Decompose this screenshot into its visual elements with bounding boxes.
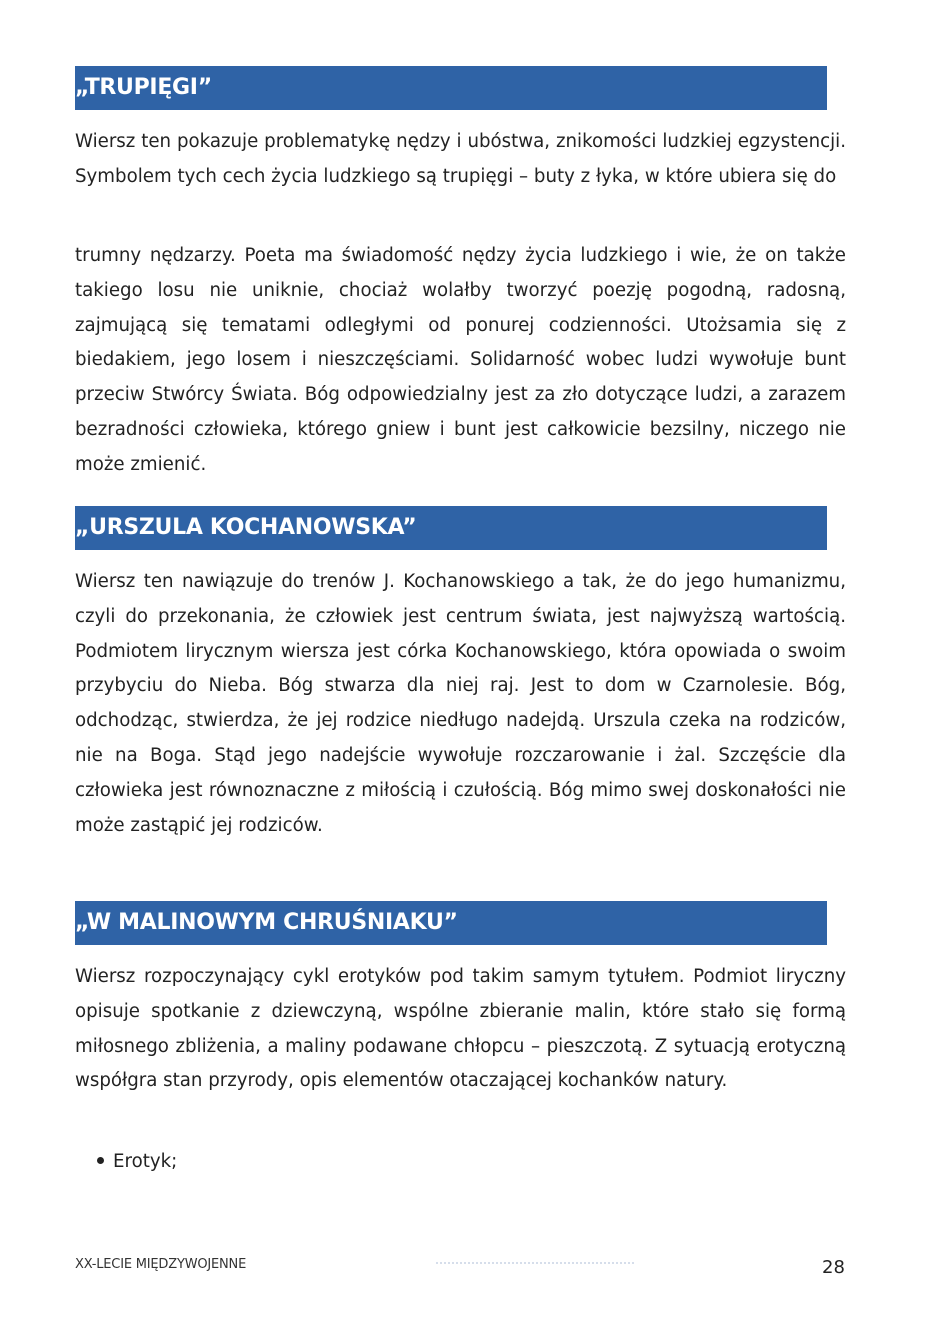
page-number: 28 [822, 1257, 845, 1278]
bullet-list-item [97, 1147, 177, 1177]
paragraph: Wiersz ten pokazuje problematykę nędzy i ubóstwa, znikomości ludzkiej egzystencji. Symbolem tych cech życia ludzkiego są trupięgi – buty z łyka, w które ubiera się do [75, 131, 846, 187]
footer-title: XX-LECIE MIĘDZYWOJENNE [75, 1257, 247, 1272]
section-heading-text: „TRUPIĘGI” [75, 75, 212, 100]
footer-divider [435, 1262, 635, 1264]
section-heading-trupiegi [75, 66, 827, 110]
paragraph: Wiersz ten nawiązuje do trenów J. Kochanowskiego a tak, że do jego humanizmu, czyli do przekonania, że człowiek jest centrum świata, jest najwyższą wartością. Podmiotem lirycznym wiersza jest córka Kochanowskiego, która opowiada o swoim przybyciu do Nieba. Bóg stwarza dla niej raj. Jest to dom w Czarnolesie. Bóg, odchodząc, stwierdza, że jej rodzice niedługo nadejdą. Urszula czeka na rodziców, nie na Boga. Stąd jego nadejście wywołuje rozczarowanie i żal. Szczęście dla człowieka jest równoznaczne z miłością i czułością. Bóg mimo swej doskonałości nie może zastąpić jej rodziców. [75, 571, 846, 836]
section-heading-urszula-kochanowska [75, 506, 827, 550]
paragraph: trumny nędzarzy. Poeta ma świadomość nędzy życia ludzkiego i wie, że on także takiego losu nie uniknie, chociaż wolałby tworzyć poezję pogodną, radosną, zajmującą się tematami odległymi od ponurej codzienności. Utożsamia się z biedakiem, jego losem i nieszczęściami. Solidarność wobec ludzi wywołuje bunt przeciw Stwórcy Świata. Bóg odpowiedzialny jest za zło dotyczące ludzi, a zarazem bezradności człowieka, którego gniew i bunt jest całkowicie bezsilny, niczego nie może zmienić. [75, 245, 846, 475]
section-heading-text: „W MALINOWYM CHRUŚNIAKU” [75, 910, 458, 935]
paragraph: Wiersz rozpoczynający cykl erotyków pod takim samym tytułem. Podmiot liryczny opisuje spotkanie z dziewczyną, wspólne zbieranie malin, które stało się formą miłosnego zbliżenia, a maliny podawane chłopcu – pieszczotą. Z sytuacją erotyczną współgra stan przyrody, opis elementów otaczającej kochanków natury. [75, 966, 846, 1092]
section-heading-text: „URSZULA KOCHANOWSKA” [75, 515, 417, 540]
section-heading-w-malinowym-chrusniaku [75, 901, 827, 945]
bullet-text: Erotyk; [113, 1151, 178, 1172]
bullet-icon [97, 1157, 104, 1164]
